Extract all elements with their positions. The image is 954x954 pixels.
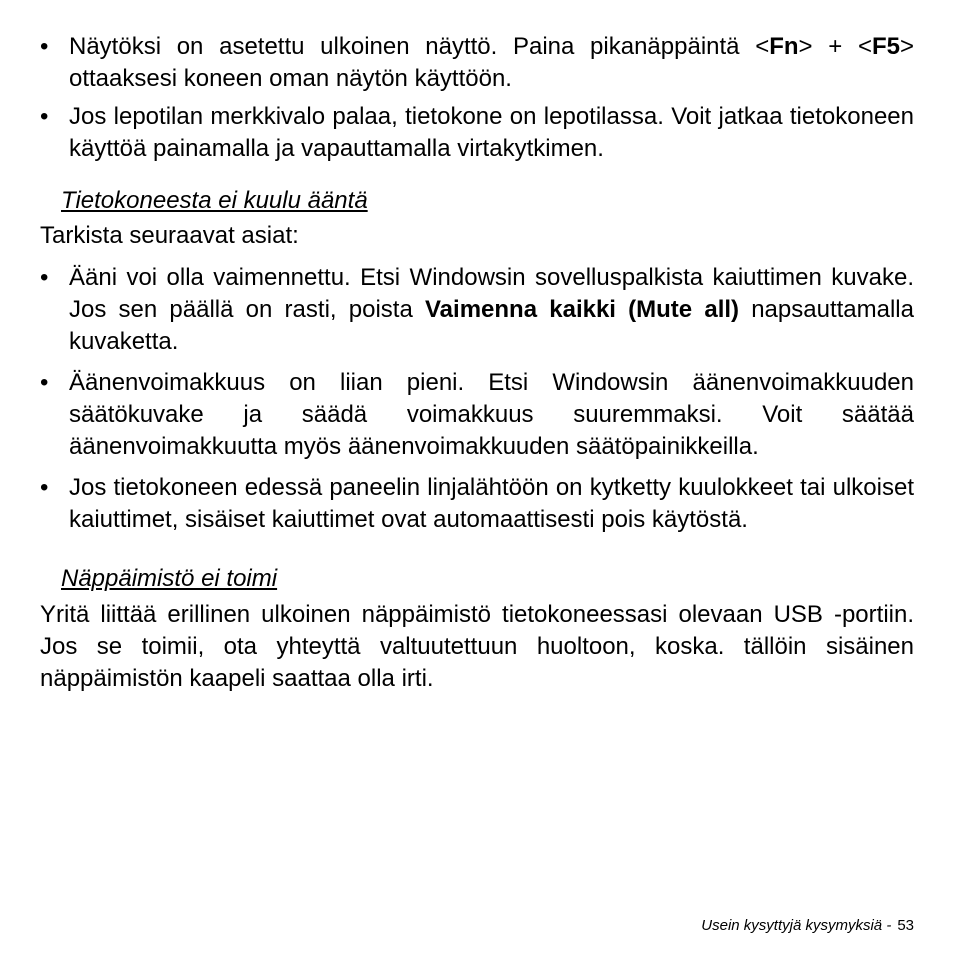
- text-run: napsauttamalla kuvaketta.: [69, 296, 914, 355]
- keyboard-body: Yritä liittää erillinen ulkoinen näppäimistö tietokoneessasi olevaan USB -portiin. Jos se toimii, ota yhteyttä valtuutettuun huoltoon, koska. tällöin sisäinen näppäimistön kaapeli saattaa olla irti.: [40, 601, 914, 692]
- bullet-list-top: [40, 31, 914, 165]
- bullet-marker: •: [40, 103, 49, 130]
- text-run: Ääni voi olla vaimennettu. Etsi Windowsin sovelluspalkista kaiuttimen kuvake. Jos sen päällä on rasti, poista: [69, 264, 914, 323]
- text-run: Äänenvoimakkuus on liian pieni. Etsi Windowsin äänenvoimakkuuden säätökuvake ja säädä voimakkuus suuremmaksi. Voit säätää äänenvoimakkuutta myös äänenvoimakkuuden säätöpainikkeilla.: [69, 369, 914, 460]
- bullet-list-sound: [40, 262, 914, 536]
- page-number: 53: [897, 917, 914, 934]
- mute-all-label: Vaimenna kaikki (Mute all): [425, 296, 740, 323]
- key-name-fn: Fn: [769, 33, 799, 60]
- list-item: [40, 101, 914, 165]
- text-run: Jos lepotilan merkkivalo palaa, tietokone on lepotilassa. Voit jatkaa tietokoneen käyttöä painamalla ja vapauttamalla virtakytkimen.: [69, 103, 914, 162]
- bullet-marker: •: [40, 474, 49, 501]
- text-run: Jos tietokoneen edessä paneelin linjalähtöön on kytketty kuulokkeet tai ulkoiset kaiuttimet, sisäiset kaiuttimet ovat automaattisesti pois käytöstä.: [69, 474, 914, 533]
- bullet-marker: •: [40, 33, 49, 60]
- bullet-marker: •: [40, 369, 49, 396]
- bullet-marker: •: [40, 264, 49, 291]
- key-name-f5: F5: [871, 33, 900, 60]
- text-run: > + <: [798, 33, 872, 60]
- section-heading-keyboard: Näppäimistö ei toimi: [61, 565, 278, 592]
- list-item: [40, 262, 914, 358]
- page-footer: [701, 916, 914, 936]
- text-run: > ottaaksesi koneen oman näytön käyttöön.: [69, 33, 914, 92]
- list-item: [40, 31, 914, 95]
- list-item: [40, 367, 914, 463]
- section-heading-sound: Tietokoneesta ei kuulu ääntä: [61, 187, 368, 214]
- list-item: [40, 472, 914, 536]
- sound-intro: Tarkista seuraavat asiat:: [40, 222, 299, 249]
- document-page: [40, 31, 914, 695]
- text-run: Näytöksi on asetettu ulkoinen näyttö. Paina pikanäppäintä <: [69, 33, 770, 60]
- footer-label: Usein kysyttyjä kysymyksiä -: [701, 917, 892, 934]
